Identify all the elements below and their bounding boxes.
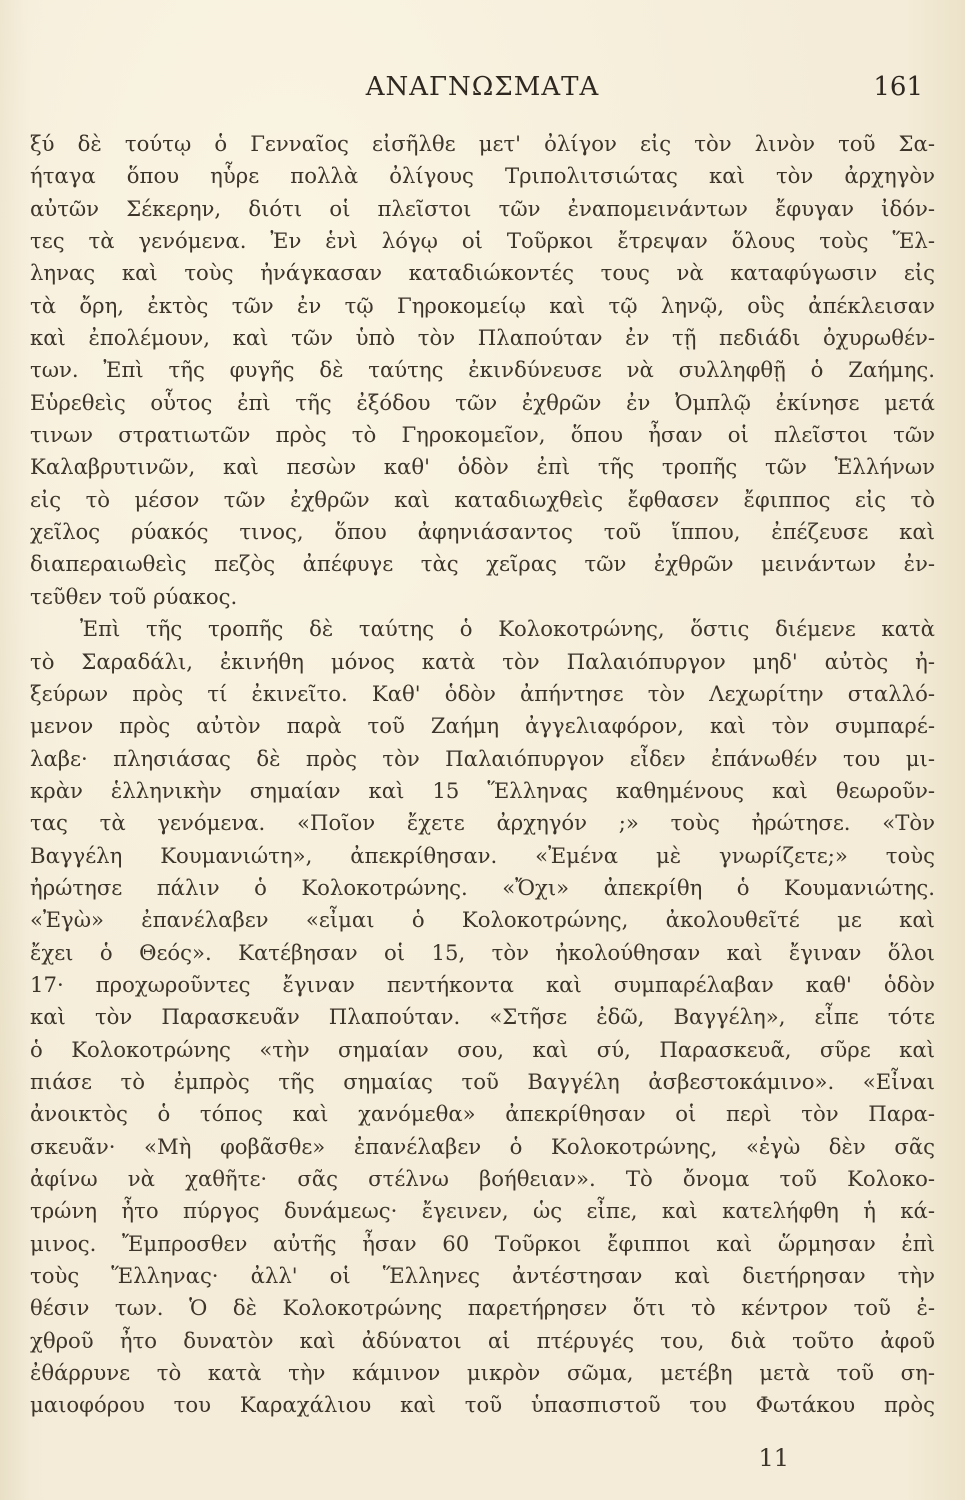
- text-line: αὐτῶν Σέκερην, διότι οἱ πλεῖστοι τῶν ἐναπομεινάντων ἔφυγαν ἰδόν-: [30, 195, 935, 221]
- text-line: εἰς τὸ μέσον τῶν ἐχθρῶν καὶ καταδιωχθεὶς ἔφθασεν ἔφιππος εἰς τὸ: [30, 486, 935, 512]
- text-line: ἀφίνω νὰ χαθῆτε· σᾶς στέλνω βοήθειαν». Τὸ ὄνομα τοῦ Κολοκο-: [30, 1166, 935, 1191]
- text-line: τὸ Σαραδάλι, ἐκινήθη μόνος κατὰ τὸν Παλαιόπυργον μηδ' αὐτὸς ἠ-: [30, 648, 935, 674]
- text-line: διαπεραιωθεὶς πεζὸς ἀπέφυγε τὰς χεῖρας τῶν ἐχθρῶν μεινάντων ἐν-: [30, 551, 935, 577]
- text-line: καὶ ἐπολέμουν, καὶ τῶν ὑπὸ τὸν Πλαπούταν ἐν τῇ πεδιάδι ὀχυρωθέν-: [30, 325, 935, 351]
- running-title: ΑΝΑΓΝΩΣΜΑΤΑ: [365, 72, 600, 102]
- text-line: ληνας καὶ τοὺς ἠνάγκασαν καταδιώκοντές τους νὰ καταφύγωσιν εἰς: [30, 260, 935, 286]
- text-line: καὶ τὸν Παρασκευᾶν Πλαπούταν. «Στῆσε ἐδῶ, Βαγγέλη», εἶπε τότε: [30, 1004, 935, 1030]
- text-line: ἀνοικτὸς ὁ τόπος καὶ χανόμεθα» ἀπεκρίθησαν οἱ περὶ τὸν Παρα-: [30, 1101, 935, 1127]
- text-line: ὁ Κολοκοτρώνης «τὴν σημαίαν σου, καὶ σύ, Παρασκευᾶ, σῦρε καὶ: [30, 1036, 935, 1062]
- text-line: ἐθάρρυνε τὸ κατὰ τὴν κάμινον μικρὸν σῶμα, μετέβη μετὰ τοῦ ση-: [30, 1360, 935, 1386]
- text-line: μαιοφόρου του Καραχάλιου καὶ τοῦ ὑπασπιστοῦ του Φωτάκου πρὸς: [30, 1392, 935, 1418]
- text-line: λαβε· πλησιάσας δὲ πρὸς τὸν Παλαιόπυργον εἶδεν ἐπάνωθέν του μι-: [30, 745, 935, 771]
- text-line: τεῦθεν τοῦ ρύακος.: [30, 583, 238, 609]
- text-line: σκευᾶν· «Μὴ φοβᾶσθε» ἐπανέλαβεν ὁ Κολοκοτρώνης, «ἐγὼ δὲν σᾶς: [30, 1133, 935, 1159]
- text-line: Εὑρεθεὶς οὗτος ἐπὶ τῆς ἐξόδου τῶν ἐχθρῶν ἐν Ὀμπλῷ ἐκίνησε μετά: [30, 389, 935, 415]
- text-line: ἔχει ὁ Θεός». Κατέβησαν οἱ 15, τὸν ἠκολούθησαν καὶ ἔγιναν ὅλοι: [30, 939, 935, 965]
- text-line: τας τὰ γενόμενα. «Ποῖον ἔχετε ἀρχηγόν ;» τοὺς ἠρώτησε. «Τὸν: [30, 810, 935, 836]
- page-number: 161: [873, 72, 923, 102]
- text-line: «Ἐγὼ» ἐπανέλαβεν «εἶμαι ὁ Κολοκοτρώνης, ἀκολουθεῖτέ με καὶ: [30, 907, 935, 933]
- body-text: [30, 128, 935, 1422]
- text-line: Καλαβρυτινῶν, καὶ πεσὼν καθ' ὁδὸν ἐπὶ τῆς τροπῆς τῶν Ἑλλήνων: [30, 454, 935, 480]
- text-line: τὰ ὄρη, ἐκτὸς τῶν ἐν τῷ Γηροκομείῳ καὶ τῷ ληνῷ, οὓς ἀπέκλεισαν: [30, 292, 935, 318]
- text-line: τες τὰ γενόμενα. Ἐν ἑνὶ λόγῳ οἱ Τοῦρκοι ἔτρεψαν ὅλους τοὺς Ἕλ-: [30, 228, 935, 254]
- text-line: κρὰν ἑλληνικὴν σημαίαν καὶ 15 Ἕλληνας καθημένους καὶ θεωροῦν-: [30, 777, 935, 803]
- text-line: 17· προχωροῦντες ἔγιναν πεντήκοντα καὶ συμπαρέλαβαν καθ' ὁδὸν: [30, 971, 935, 997]
- text-line: Ἐπὶ τῆς τροπῆς δὲ ταύτης ὁ Κολοκοτρώνης, ὅστις διέμενε κατὰ: [80, 616, 935, 642]
- page-header: [30, 72, 935, 112]
- text-line: ἠρώτησε πάλιν ὁ Κολοκοτρώνης. «Ὄχι» ἀπεκρίθη ὁ Κουμανιώτης.: [30, 874, 935, 900]
- text-line: τοὺς Ἕλληνας· ἀλλ' οἱ Ἕλληνες ἀντέστησαν καὶ διετήρησαν τὴν: [30, 1263, 935, 1289]
- text-line: ξεύρων πρὸς τί ἐκινεῖτο. Καθ' ὁδὸν ἀπήντησε τὸν Λεχωρίτην σταλλό-: [30, 680, 935, 706]
- text-line: Βαγγέλη Κουμανιώτη», ἀπεκρίθησαν. «Ἐμένα μὲ γνωρίζετε;» τοὺς: [30, 842, 935, 868]
- text-line: μενον πρὸς αὐτὸν παρὰ τοῦ Ζαήμη ἀγγελιαφόρον, καὶ τὸν συμπαρέ-: [30, 713, 935, 739]
- text-line: πιάσε τὸ ἐμπρὸς τῆς σημαίας τοῦ Βαγγέλη ἀσβεστοκάμινο». «Εἶναι: [30, 1068, 935, 1094]
- signature-mark: 11: [758, 1444, 789, 1472]
- text-line: τρώνη ἦτο πύργος δυνάμεως· ἔγεινεν, ὡς εἶπε, καὶ κατελήφθη ἡ κά-: [30, 1198, 935, 1224]
- text-line: τινων στρατιωτῶν πρὸς τὸ Γηροκομεῖον, ὅπου ἦσαν οἱ πλεῖστοι τῶν: [30, 422, 935, 448]
- text-line: χθροῦ ἦτο δυνατὸν καὶ ἀδύνατοι αἱ πτέρυγές του, διὰ τοῦτο ἀφοῦ: [30, 1327, 935, 1353]
- text-line: θέσιν των. Ὁ δὲ Κολοκοτρώνης παρετήρησεν ὅτι τὸ κέντρον τοῦ ἐ-: [30, 1295, 935, 1321]
- text-line: χεῖλος ρύακός τινος, ὅπου ἀφηνιάσαντος τοῦ ἵππου, ἐπέζευσε καὶ: [30, 519, 935, 545]
- text-line: των. Ἐπὶ τῆς φυγῆς δὲ ταύτης ἐκινδύνευσε νὰ συλληφθῇ ὁ Ζαήμης.: [30, 357, 935, 383]
- text-line: ξύ δὲ τούτῳ ὁ Γενναῖος εἰσῆλθε μετ' ὀλίγον εἰς τὸν λινὸν τοῦ Σα-: [30, 131, 935, 156]
- text-line: ήταγα ὅπου ηὗρε πολλὰ ὀλίγους Τριπολιτσιώτας καὶ τὸν ἀρχηγὸν: [30, 163, 935, 189]
- text-line: μινος. Ἔμπροσθεν αὐτῆς ἦσαν 60 Τοῦρκοι ἔφιπποι καὶ ὥρμησαν ἐπὶ: [30, 1230, 935, 1256]
